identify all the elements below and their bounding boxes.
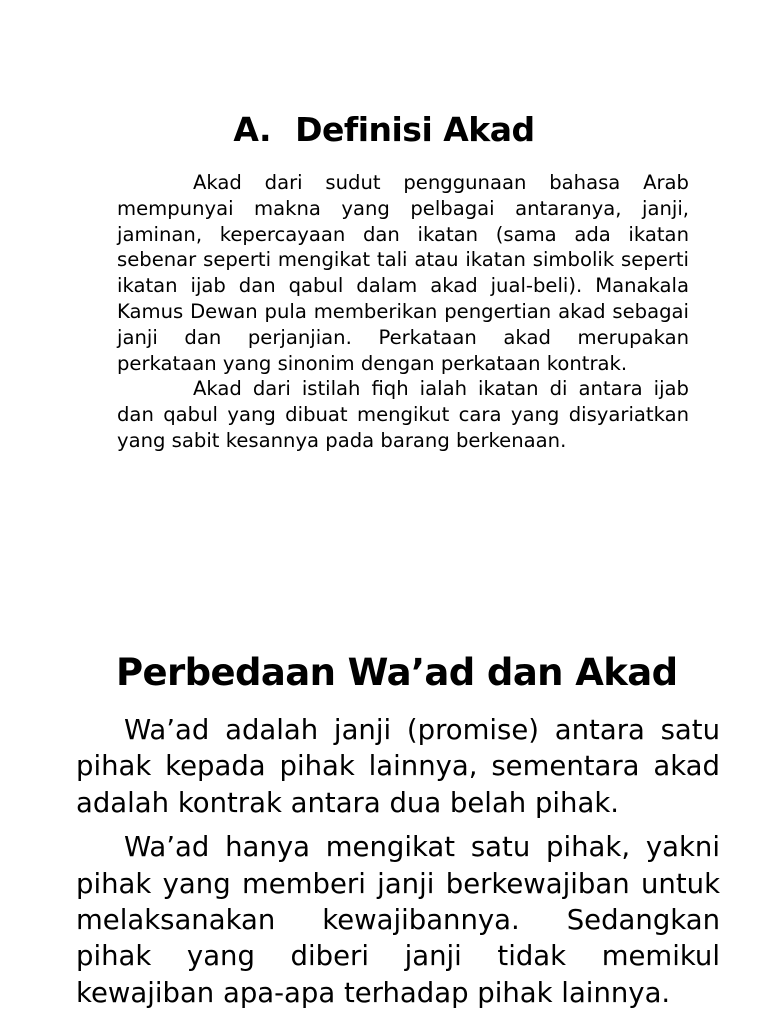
slide2-title: Perbedaan Wa’ad dan Akad — [116, 650, 678, 694]
slide2-body — [76, 712, 720, 1019]
slide1-paragraph-2: Akad dari istilah fiqh ialah ikatan di antara ijab dan qabul yang dibuat mengikut cara yang disyariatkan yang sabit kesannya pada barang berkenaan. — [117, 377, 689, 452]
slide1-title-number: A. — [233, 110, 272, 150]
slide2-paragraph-1: Wa’ad adalah janji (promise) antara satu pihak kepada pihak lainnya, sementara akad adalah kontrak antara dua belah pihak. — [76, 714, 720, 819]
slide2-paragraph-2: Wa’ad hanya mengikat satu pihak, yakni pihak yang memberi janji berkewajiban untuk melaksanakan kewajibannya. Sedangkan pihak yang diberi janji tidak memikul kewajiban apa-apa terhadap pihak lainnya. — [76, 831, 720, 1009]
slide1-body — [117, 170, 689, 454]
slide1-title-text: Definisi Akad — [295, 110, 535, 150]
slide1-paragraph-1: Akad dari sudut penggunaan bahasa Arab mempunyai makna yang pelbagai antaranya, janji, jaminan, kepercayaan dan ikatan (sama ada ikatan sebenar seperti mengikat tali atau ikatan simbolik seperti ikatan ijab dan qabul dalam akad jual-beli). Manakala Kamus Dewan pula memberikan pengertian akad sebagai janji dan perjanjian. Perkataan akad merupakan perkataan yang sinonim dengan perkataan kontrak. — [117, 171, 689, 375]
slide1-title — [0, 108, 768, 152]
